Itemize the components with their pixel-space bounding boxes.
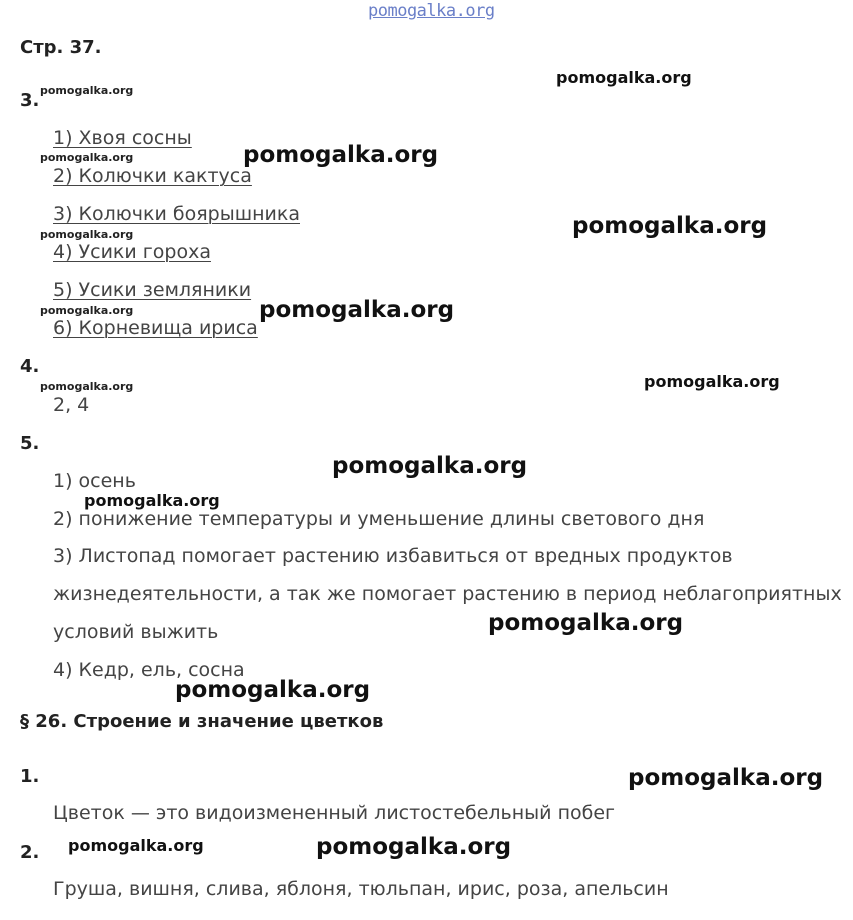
question-3-number: 3. bbox=[20, 90, 40, 111]
watermark-small: pomogalka.org bbox=[40, 228, 134, 241]
watermark-medium: pomogalka.org bbox=[84, 491, 220, 510]
watermark-small: pomogalka.org bbox=[40, 151, 134, 164]
page-header: Стр. 37. bbox=[20, 37, 102, 58]
q5-line-4: жизнедеятельности, а так же помогает растению в период неблагоприятных bbox=[53, 583, 842, 605]
watermark-large: pomogalka.org bbox=[628, 765, 824, 791]
watermark-top: pomogalka.org bbox=[368, 1, 495, 21]
watermark-medium: pomogalka.org bbox=[68, 836, 204, 855]
watermark-large: pomogalka.org bbox=[175, 677, 371, 703]
watermark-medium: pomogalka.org bbox=[556, 68, 692, 87]
section-question-2-number: 2. bbox=[20, 842, 40, 863]
section-q1-answer: Цветок — это видоизмененный листостебельный побег bbox=[53, 802, 616, 824]
q3-item-6: 6) Корневища ириса bbox=[53, 317, 258, 339]
watermark-small: pomogalka.org bbox=[40, 304, 134, 317]
q3-item-1: 1) Хвоя сосны bbox=[53, 127, 192, 149]
question-4-number: 4. bbox=[20, 356, 40, 377]
watermark-medium: pomogalka.org bbox=[644, 372, 780, 391]
section-q2-answer: Груша, вишня, слива, яблоня, тюльпан, ирис, роза, апельсин bbox=[53, 878, 669, 900]
q3-item-4: 4) Усики гороха bbox=[53, 241, 211, 263]
section-title: § 26. Строение и значение цветков bbox=[20, 711, 384, 732]
q5-line-2: 2) понижение температуры и уменьшение длины светового дня bbox=[53, 508, 705, 530]
question-5-number: 5. bbox=[20, 433, 40, 454]
q3-item-5: 5) Усики земляники bbox=[53, 279, 252, 301]
watermark-large: pomogalka.org bbox=[259, 297, 455, 323]
watermark-large: pomogalka.org bbox=[316, 834, 512, 860]
watermark-small: pomogalka.org bbox=[40, 84, 134, 97]
q4-answer: 2, 4 bbox=[53, 394, 90, 416]
q3-item-3: 3) Колючки боярышника bbox=[53, 203, 300, 225]
q5-line-5: условий выжить bbox=[53, 621, 219, 643]
section-question-1-number: 1. bbox=[20, 766, 40, 787]
watermark-large: pomogalka.org bbox=[332, 453, 528, 479]
q3-item-2: 2) Колючки кактуса bbox=[53, 165, 252, 187]
watermark-large: pomogalka.org bbox=[488, 610, 684, 636]
watermark-small: pomogalka.org bbox=[40, 380, 134, 393]
q5-line-6: 4) Кедр, ель, сосна bbox=[53, 659, 245, 681]
watermark-large: pomogalka.org bbox=[243, 142, 439, 168]
watermark-large: pomogalka.org bbox=[572, 213, 768, 239]
q5-line-1: 1) осень bbox=[53, 470, 136, 492]
q5-line-3: 3) Листопад помогает растению избавиться от вредных продуктов bbox=[53, 545, 733, 567]
